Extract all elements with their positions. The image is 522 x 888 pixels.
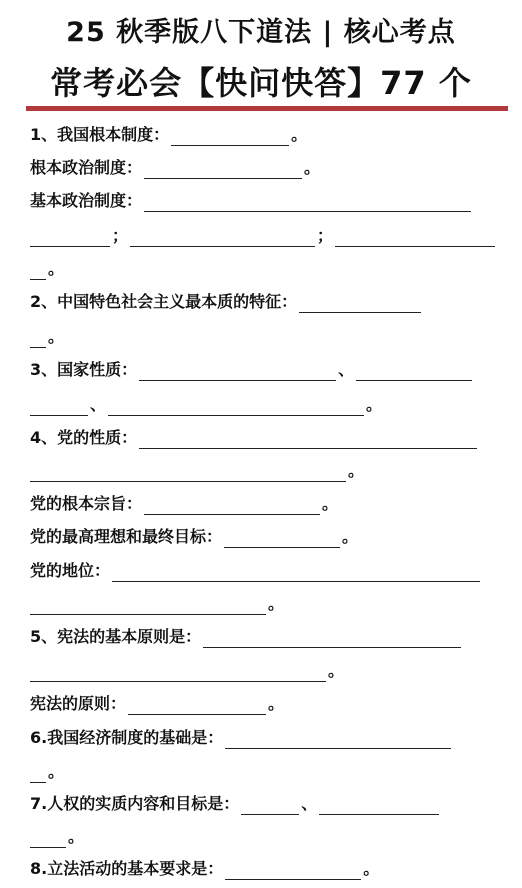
- question-line: [30, 560, 482, 582]
- answer-blank[interactable]: [335, 228, 495, 247]
- answer-blank[interactable]: [203, 629, 461, 648]
- sentence-end: 。: [48, 762, 65, 781]
- question-4-line: [30, 427, 479, 449]
- question-5-line: [30, 626, 463, 648]
- answer-blank[interactable]: [225, 861, 361, 880]
- answer-continuation-line: [30, 826, 84, 848]
- answer-blank[interactable]: [241, 796, 299, 815]
- answer-blank[interactable]: [144, 193, 471, 212]
- answer-blank[interactable]: [144, 160, 302, 179]
- answer-blank[interactable]: [319, 796, 439, 815]
- separator: 、: [338, 360, 355, 379]
- answer-blank[interactable]: [171, 127, 289, 146]
- question-label: 3、国家性质：: [30, 360, 138, 379]
- answer-blank[interactable]: [30, 261, 46, 280]
- sentence-end: 。: [366, 395, 383, 414]
- question-label: 7.人权的实质内容和目标是：: [30, 794, 240, 813]
- question-8-line: [30, 858, 379, 880]
- title-line-1: 25 秋季版八下道法 | 核心考点: [66, 17, 456, 48]
- answer-blank[interactable]: [356, 362, 472, 381]
- question-line: [30, 493, 338, 515]
- answer-continuation-line: [30, 460, 364, 482]
- sentence-end: 。: [342, 527, 359, 546]
- separator: 、: [90, 395, 107, 414]
- sentence-end: 。: [268, 594, 285, 613]
- question-line: [30, 190, 473, 212]
- answer-blank[interactable]: [30, 764, 46, 783]
- answer-continuation-line: [30, 660, 344, 682]
- question-label: 6.我国经济制度的基础是：: [30, 728, 224, 747]
- question-label: 5、宪法的基本原则是：: [30, 627, 202, 646]
- sentence-end: 。: [304, 158, 321, 177]
- question-3-line: [30, 359, 474, 381]
- answer-blank[interactable]: [30, 228, 110, 247]
- answer-blank[interactable]: [108, 397, 364, 416]
- sentence-end: 。: [348, 461, 365, 480]
- question-line: [30, 157, 320, 179]
- answer-continuation-line: [30, 761, 64, 783]
- answer-blank[interactable]: [30, 663, 326, 682]
- answer-blank[interactable]: [224, 529, 340, 548]
- answer-blank[interactable]: [30, 829, 66, 848]
- question-label: 根本政治制度：: [30, 158, 143, 177]
- answer-blank[interactable]: [299, 294, 421, 313]
- question-label: 党的最高理想和最终目标：: [30, 527, 223, 546]
- answer-blank[interactable]: [30, 329, 46, 348]
- answer-blank[interactable]: [30, 463, 346, 482]
- question-label: 4、党的性质：: [30, 428, 138, 447]
- question-1-line: [30, 124, 307, 146]
- answer-blank[interactable]: [30, 596, 266, 615]
- answer-continuation-line: [30, 326, 64, 348]
- sentence-end: 。: [328, 661, 345, 680]
- question-line: [30, 693, 284, 715]
- sentence-end: 。: [322, 494, 339, 513]
- question-7-line: [30, 793, 441, 815]
- separator: 、: [301, 794, 318, 813]
- sentence-end: 。: [68, 827, 85, 846]
- question-label: 宪法的原则：: [30, 694, 127, 713]
- answer-continuation-line: [30, 394, 382, 416]
- question-label: 2、中国特色社会主义最本质的特征：: [30, 292, 298, 311]
- answer-blank[interactable]: [225, 730, 451, 749]
- question-line: [30, 526, 358, 548]
- answer-continuation-line: [30, 593, 284, 615]
- question-2-line: [30, 291, 423, 313]
- sentence-end: 。: [48, 259, 65, 278]
- answer-blank[interactable]: [30, 397, 88, 416]
- question-label: 党的根本宗旨：: [30, 494, 143, 513]
- question-label: 8.立法活动的基本要求是：: [30, 859, 224, 878]
- sentence-end: 。: [291, 125, 308, 144]
- answer-blank[interactable]: [139, 362, 336, 381]
- question-6-line: [30, 727, 453, 749]
- sentence-end: 。: [268, 694, 285, 713]
- answer-blank[interactable]: [130, 228, 315, 247]
- answer-blank[interactable]: [112, 563, 480, 582]
- answer-continuation-line: [30, 225, 497, 247]
- header-divider: [26, 106, 508, 111]
- answer-blank[interactable]: [128, 696, 266, 715]
- answer-blank[interactable]: [139, 430, 477, 449]
- question-label: 基本政治制度：: [30, 191, 143, 210]
- question-label: 党的地位：: [30, 561, 111, 580]
- title-line-2: 常考必会【快问快答】77 个: [50, 64, 472, 102]
- sentence-end: 。: [48, 327, 65, 346]
- separator: ；: [317, 226, 334, 245]
- separator: ；: [112, 226, 129, 245]
- answer-continuation-line: [30, 258, 64, 280]
- question-label: 1、我国根本制度：: [30, 125, 170, 144]
- sentence-end: 。: [363, 859, 380, 878]
- answer-blank[interactable]: [144, 496, 320, 515]
